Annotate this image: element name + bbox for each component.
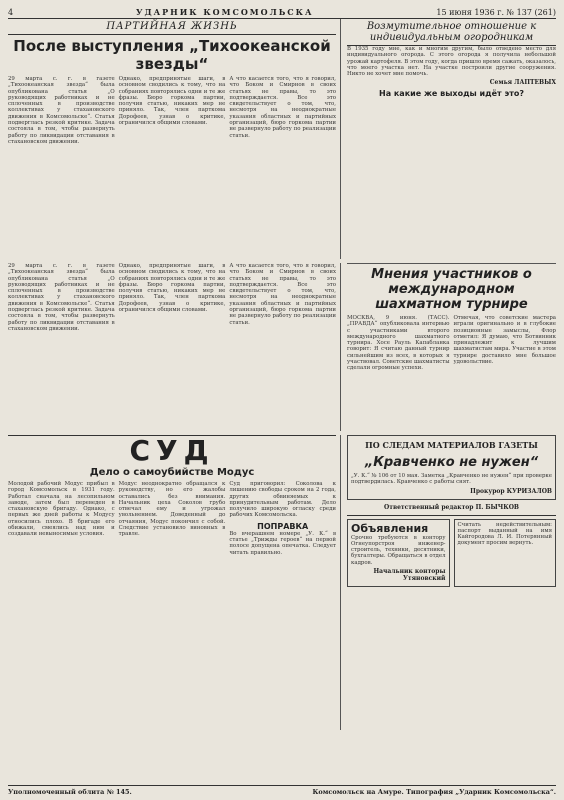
party-cont-col-1: 29 марта с. г. в газете „Тихоокеанская звезда“ была опубликована статья „О руководящих работниках и не сплоченных в производстве коллективах у стахановского движения в Комсомольске“. Статья подверглась резкой критике. Задача состояла в том, чтобы развернуть работу по ликвидации отставания в стахановском движении. bbox=[8, 263, 115, 332]
court-col-1: Молодой рабочий Модус прибыл в город Комсомольск в 1931 году. Работал сначала на лесопильном заводе, затем был переведен в стахановскую бригаду. Однако, с первых же дней работы к Модусу относились плохо. В бригаде его обижали, смеялись над ним и создавали невыносимые условия. bbox=[8, 481, 115, 538]
gardeners-article bbox=[347, 19, 556, 259]
court-columns bbox=[8, 481, 336, 558]
footer bbox=[8, 785, 556, 796]
issue-date: 15 июня 1936 г. № 137 (261) bbox=[436, 7, 556, 17]
ads-rule bbox=[347, 515, 556, 516]
ad-left bbox=[347, 519, 450, 587]
followup-headline: „Кравченко не нужен“ bbox=[364, 455, 539, 470]
ads-title: Объявления bbox=[351, 521, 429, 535]
footer-left: Уполномоченный облита № 145. bbox=[8, 788, 132, 796]
article-columns bbox=[8, 76, 336, 147]
bottom-area bbox=[8, 435, 556, 730]
court-subhead: Дело о самоубийстве Модус bbox=[89, 467, 255, 478]
court-article bbox=[8, 435, 341, 730]
court-headline: СУД bbox=[129, 434, 215, 467]
ads-block bbox=[347, 519, 556, 587]
top-area bbox=[8, 19, 556, 259]
chess-col-1: МОСКВА, 9 июня. (ТАСС). „ПРАВДА“ опубликовала интервью с участниками второго международного шахматного турнира. Хосе Рауль Капабланка говорит: Я считаю данный турнир сильнейшим из всех, в которых я участвовал. Советские шахматисты сделали огромные успехи. bbox=[347, 315, 450, 372]
gardeners-note: На какие же выходы идёт это? bbox=[379, 89, 524, 99]
followup-text: „У. К.“ № 106 от 10 мая. Заметка „Кравченко не нужен“ при проверке подтвердилась. Кравченко с работы снят. bbox=[351, 473, 552, 486]
followup-box bbox=[347, 435, 556, 500]
article-col-2: Однако, предпринятые шаги, в основном сводились к тому, что на собраниях повторялись одни и те же фразы. Бюро горкома партии, получив статью, никаких мер не приняло. Так, член парткома Дорофеев, узнав о критике, ограничился общими словами. bbox=[118, 76, 226, 127]
correction-title: ПОПРАВКА bbox=[257, 521, 309, 531]
gardeners-signature: Семья ЛАПТЕВЫХ bbox=[489, 79, 556, 87]
followup-section: ПО СЛЕДАМ МАТЕРИАЛОВ ГАЗЕТЫ bbox=[365, 440, 538, 450]
gardeners-headline: Возмутительное отношение к индивидуальным огородникам bbox=[366, 21, 537, 43]
party-cont-col-2: Однако, предпринятые шаги, в основном сводились к тому, что на собраниях повторялись одни и те же фразы. Бюро горкома партии, получив статью, никаких мер не приняло. Так, член парткома Дорофеев, узнав о критике, ограничился общими словами. bbox=[118, 263, 226, 314]
court-col-3: Суд приговорил: Соколова к лишению свободы сроком на 2 года, других обвиняемых к принудительным работам. Дело получило широкую огласку среди рабочих Комсомольска. bbox=[229, 481, 337, 519]
gardeners-text: В 1935 году мне, как и многим другим, было отведено место для индивидуального огорода. С этого огорода я получила небольшой урожай картофеля. В этом году, когда пришло время сажать, оказалось, что моего участка нет. На участке построили другие сооружения. Никто не хочет мне помочь. bbox=[347, 46, 556, 78]
right-bottom-column bbox=[347, 435, 556, 730]
paper-title: УДАРНИК КОМСОМОЛЬСКА bbox=[136, 7, 314, 17]
chess-headline: Мнения участников о международном шахматном турнире bbox=[371, 267, 532, 312]
chess-columns bbox=[347, 315, 556, 374]
masthead bbox=[8, 6, 556, 18]
party-life-cont-cols bbox=[8, 263, 336, 334]
section-heading: ПАРТИЙНАЯ ЖИЗНЬ bbox=[106, 21, 238, 32]
ad-left-signature: Начальник конторы Утяновский bbox=[373, 568, 446, 583]
chess-article bbox=[347, 263, 556, 431]
chess-col-2: Отмечая, что советские мастера играли оригинально и в глубокие позиционные замыслы, Флор отметил: Я думаю, что Ботвинник принадлежит к лучшим шахматистам мира. Участие в этом турнире доставило мне большое удовольствие. bbox=[453, 315, 556, 366]
ad-right-text: Считать недействительным: паспорт выданный на имя Кайгородова Л. И. Потерянный документ просим вернуть. bbox=[457, 521, 552, 547]
ad-left-text: Срочно требуются в контору Огнеупорстроя инженер-строитель, техники, десятники, бухгалтеры. Обращаться в отдел кадров. bbox=[351, 534, 446, 566]
page-number: 4 bbox=[8, 7, 14, 17]
footer-right: Комсомольск на Амуре. Типография „Ударник Комсомольска“. bbox=[312, 788, 556, 796]
article-col-1: 29 марта с. г. в газете „Тихоокеанская звезда“ была опубликована статья „О руководящих работниках и не сплоченных в производстве коллективах у стахановского движения в Комсомольске“. Статья подверглась резкой критике. Задача состояла в том, чтобы развернуть работу по ликвидации отставания в стахановском движении. bbox=[8, 76, 115, 145]
party-life-continued bbox=[8, 263, 341, 431]
mid-area bbox=[8, 263, 556, 431]
party-cont-col-3: А что касается того, что я говорил, что Боком и Смирнов в своих статьях не правы, то это подтверждается. Все это свидетельствует о том, что, несмотря на неоднократные указания областных и партийных организаций, бюро горкома партии не развернуло работу по реализации статьи. bbox=[229, 263, 337, 326]
followup-signature: Прокурор КУРИЗАЛОВ bbox=[470, 487, 552, 495]
party-life-article bbox=[8, 19, 341, 259]
article-headline: После выступления „Тихоокеанской звезды“ bbox=[13, 37, 331, 73]
court-col-2: Модус неоднократно обращался к руководству, но его жалобы оставались без внимания. Начальник цеха Соколов грубо отвечал ему и угрожал увольнением. Доведенный до отчаяния, Модус покончил с собой. Следствие установило виновных в травле. bbox=[118, 481, 226, 538]
correction-text: Во вчерашнем номере „У. К.“ в статье „Трижды героев“ на первой полосе допущена опечатка. Следует читать правильно. bbox=[229, 530, 337, 556]
ad-right bbox=[454, 519, 557, 587]
article-col-3: А что касается того, что я говорил, что Боком и Смирнов в своих статьях не правы, то это подтверждается. Все это свидетельствует о том, что, несмотря на неоднократные указания областных и партийных организаций, бюро горкома партии не развернуло работу по реализации статьи. bbox=[229, 76, 337, 139]
editor-line: Ответственный редактор П. БЫЧКОВ bbox=[384, 503, 519, 511]
